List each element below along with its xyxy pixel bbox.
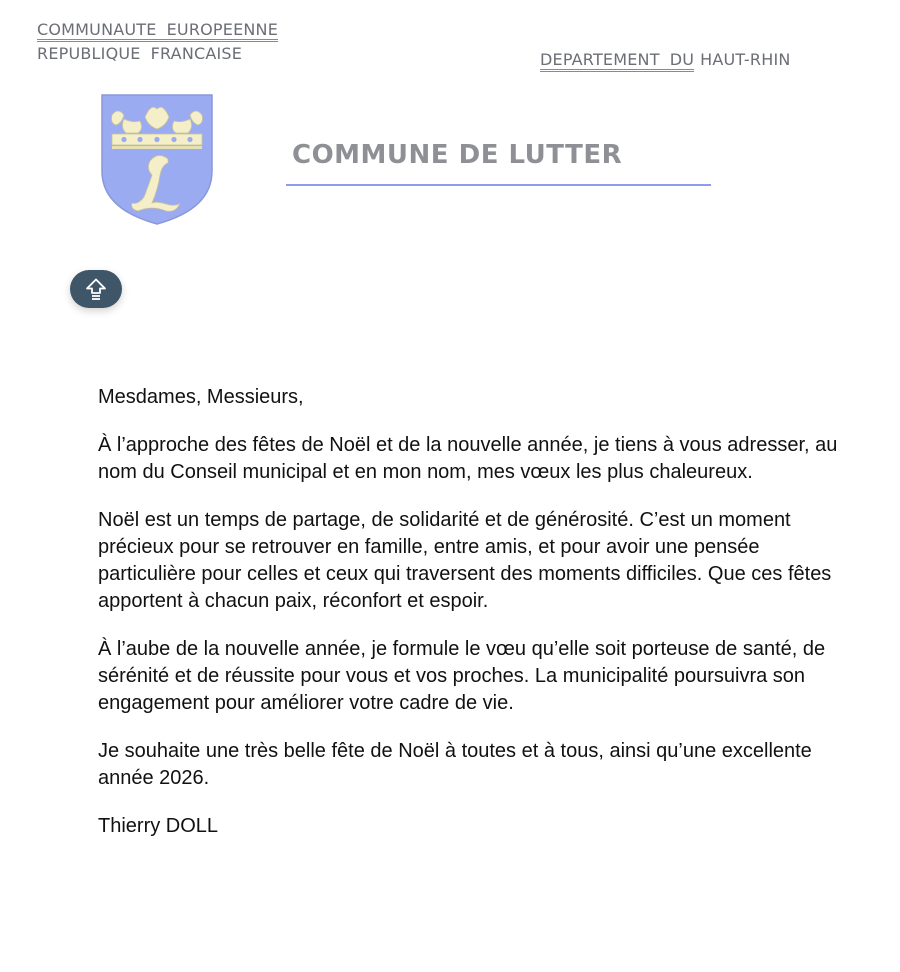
header-french-republic — [37, 44, 242, 63]
header-word-departement: DEPARTEMENT — [540, 50, 660, 69]
header-word-republique: REPUBLIQUE — [37, 44, 141, 63]
header-word-europeenne: EUROPEENNE — [166, 20, 279, 39]
header-department — [540, 50, 791, 69]
paragraph-3: À l’aube de la nouvelle année, je formule le vœu qu’elle soit porteuse de santé, de sérénité et de réussite pour vous et vos proches. La municipalité poursuivra son engagement pour améliorer votre cadre de vie. — [98, 638, 826, 714]
paragraph-2: Noël est un temps de partage, de solidarité et de générosité. C’est un moment précieux pour se retrouver en famille, entre amis, et pour avoir une pensée particulière pour celles et ceux qui traversent des moments difficiles. Que ces fêtes apportent à chacun paix, réconfort et espoir. — [98, 509, 832, 612]
paragraph-1: À l’approche des fêtes de Noël et de la nouvelle année, je tiens à vous adresser, au nom du Conseil municipal et en mon nom, mes vœux les plus chaleureux. — [98, 434, 838, 483]
header-word-haut-rhin: HAUT-RHIN — [700, 50, 791, 69]
signature: Thierry DOLL — [98, 815, 219, 837]
header-european-community — [37, 20, 278, 39]
page-title: COMMUNE DE LUTTER — [292, 140, 623, 170]
paragraph-4: Je souhaite une très belle fête de Noël à toutes et à tous, ainsi qu’une excellente année 2026. — [98, 740, 812, 789]
arrow-up-icon — [84, 277, 108, 301]
salutation: Mesdames, Messieurs, — [98, 386, 304, 408]
letter-body — [98, 384, 858, 861]
header-word-communaute: COMMUNAUTE — [37, 20, 157, 39]
header-word-du: DU — [669, 50, 695, 69]
header-word-francaise: FRANCAISE — [150, 44, 243, 63]
title-underline — [286, 184, 711, 186]
coat-of-arms-icon — [100, 93, 214, 226]
scroll-to-top-button[interactable] — [70, 270, 122, 308]
